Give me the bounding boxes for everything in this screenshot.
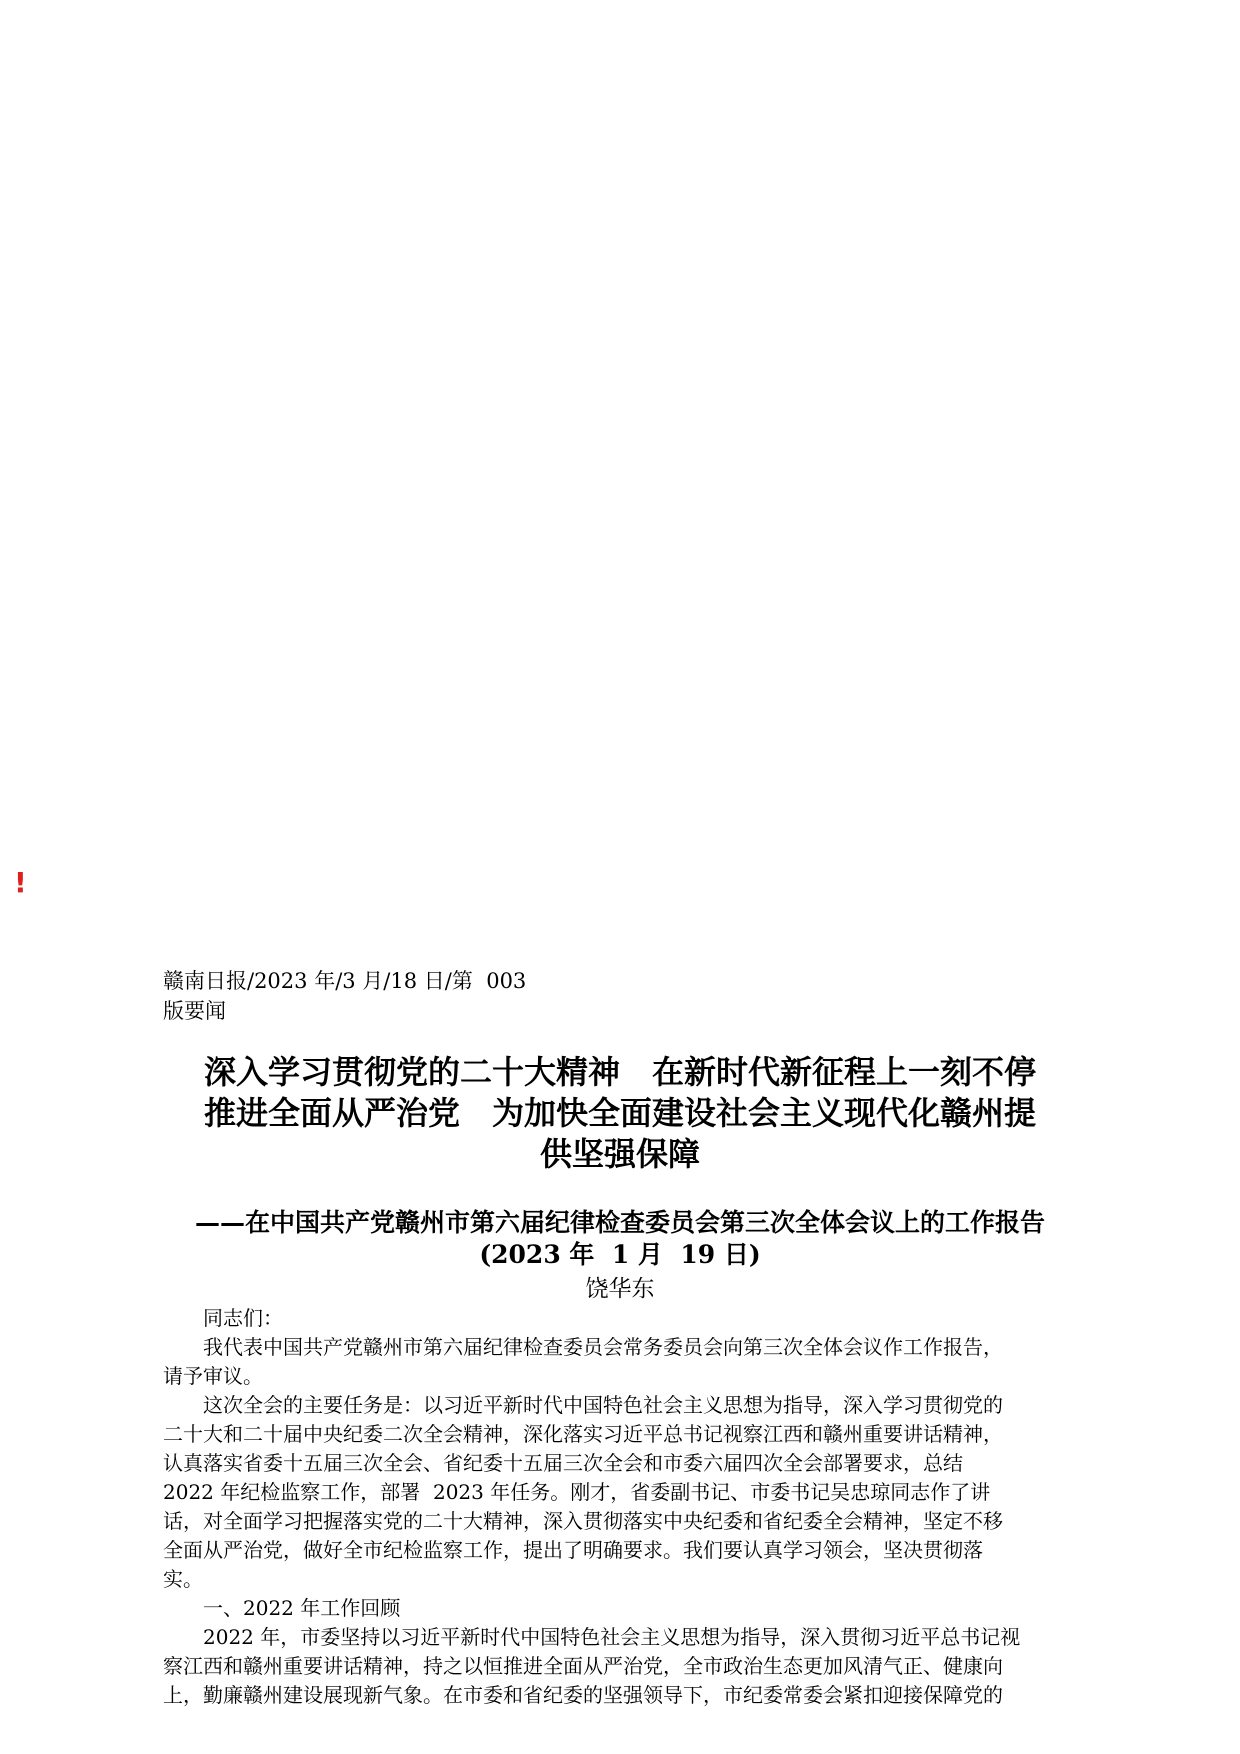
body-line: 二十大和二十届中央纪委二次全会精神，深化落实习近平总书记视察江西和赣州重要讲话精神， [163,1422,1003,1446]
body-line: 话，对全面学习把握落实党的二十大精神，深入贯彻落实中央纪委和省纪委全会精神，坚定不移 [163,1509,1003,1533]
title-line-2: 推进全面从严治党 为加快全面建设社会主义现代化赣州提 [203,1094,1036,1132]
title-line-3: 供坚强保障 [539,1135,700,1173]
body-line: 实。 [163,1567,203,1591]
article-body [163,1304,1085,1710]
source-line-1: 赣南日报/2023 年/3 月/18 日/第 003 [163,969,527,993]
subtitle-line-1: ——在中国共产党赣州市第六届纪律检查委员会第三次全体会议上的工作报告 [194,1208,1045,1237]
body-line: 同志们： [163,1306,283,1330]
body-line: 认真落实省委十五届三次全会、省纪委十五届三次全会和市委六届四次全会部署要求，总结 [163,1451,963,1475]
body-line: 察江西和赣州重要讲话精神，持之以恒推进全面从严治党，全市政治生态更加风清气正、健康向 [163,1654,1003,1678]
body-line: 请予审议。 [163,1364,263,1388]
warning-mark: ! [14,866,27,899]
body-line: 我代表中国共产党赣州市第六届纪律检查委员会常务委员会向第三次全体会议作工作报告， [163,1335,1003,1359]
body-line: 上，勤廉赣州建设展现新气象。在市委和省纪委的坚强领导下，市纪委常委会紧扣迎接保障党的 [163,1683,1003,1707]
section-heading: 一、2022 年工作回顾 [163,1596,401,1620]
article-title [150,1052,1090,1175]
source-line [163,966,526,1026]
author-name: 饶华东 [585,1276,655,1302]
body-line: 全面从严治党，做好全市纪检监察工作，提出了明确要求。我们要认真学习领会，坚决贯彻落 [163,1538,983,1562]
body-line: 2022 年，市委坚持以习近平新时代中国特色社会主义思想为指导，深入贯彻习近平总书记视 [163,1625,1021,1649]
body-line: 这次全会的主要任务是：以习近平新时代中国特色社会主义思想为指导，深入学习贯彻党的 [163,1393,1003,1417]
subtitle-date: (2023 年 1 月 19 日) [479,1240,761,1269]
title-line-1: 深入学习贯彻党的二十大精神 在新时代新征程上一刻不停 [203,1053,1036,1091]
source-line-2: 版要闻 [163,999,226,1023]
article-subtitle [150,1207,1090,1271]
body-line: 2022 年纪检监察工作，部署 2023 年任务。刚才，省委副书记、市委书记吴忠琼同志作了讲 [163,1480,991,1504]
